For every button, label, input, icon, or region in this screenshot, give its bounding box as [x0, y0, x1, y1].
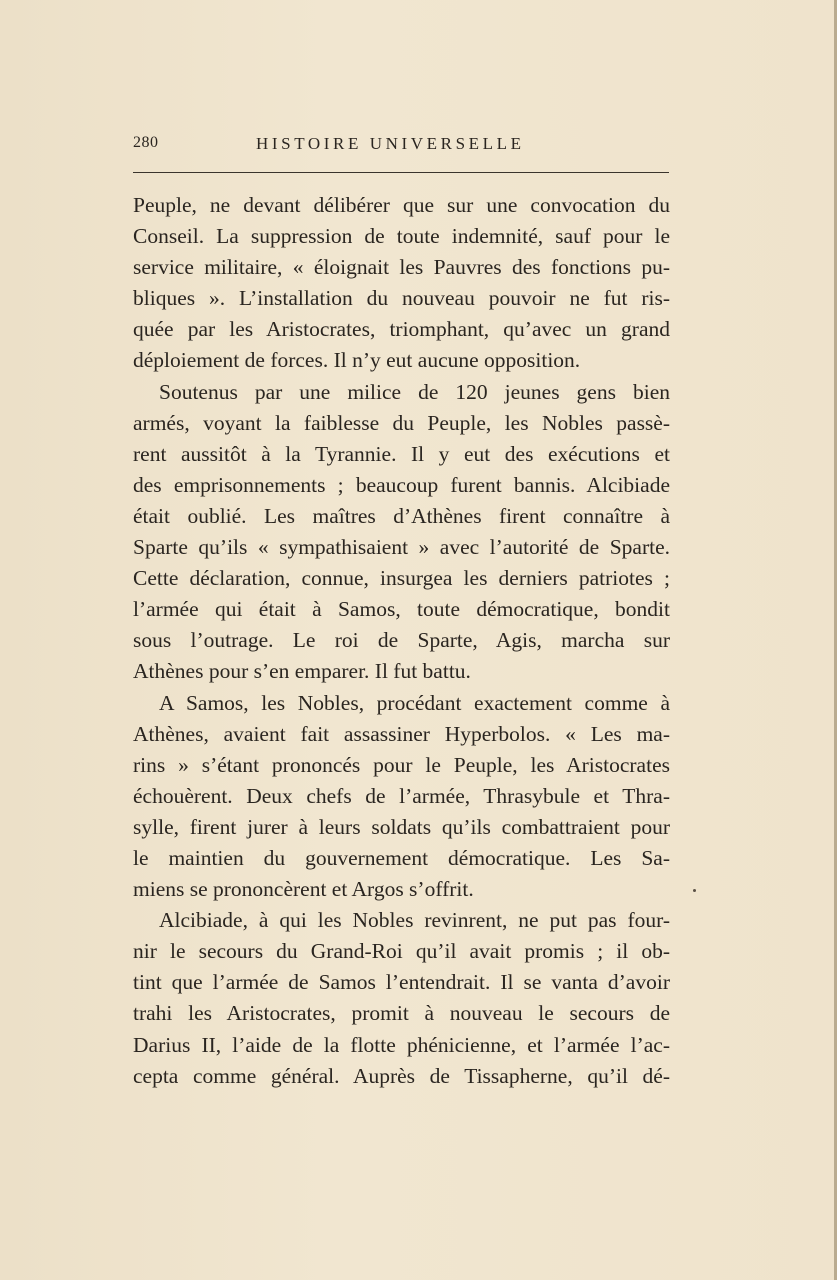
body-text — [133, 190, 670, 1092]
text-line: échouèrent. Deux chefs de l’armée, Thrasybule et Thra- — [133, 783, 670, 808]
text-line: l’armée qui était à Samos, toute démocratique, bondit — [133, 597, 670, 622]
running-title: HISTOIRE UNIVERSELLE — [256, 134, 525, 153]
text-line: Alcibiade, à qui les Nobles revinrent, ne put pas four- — [159, 908, 670, 933]
text-line: bliques ». L’installation du nouveau pouvoir ne fut ris- — [133, 286, 670, 311]
text-line: armés, voyant la faiblesse du Peuple, les Nobles passè- — [133, 410, 670, 435]
running-head — [133, 134, 669, 160]
page-number: 280 — [133, 134, 159, 151]
text-line: des emprisonnements ; beaucoup furent bannis. Alcibiade — [133, 472, 670, 497]
text-line: Athènes, avaient fait assassiner Hyperbolos. « Les ma- — [133, 721, 670, 746]
text-line: déploiement de forces. Il n’y eut aucune opposition. — [133, 348, 581, 373]
paper-speck — [693, 889, 696, 892]
text-line: Peuple, ne devant délibérer que sur une convocation du — [133, 193, 670, 217]
text-line: trahi les Aristocrates, promit à nouveau le secours de — [133, 1001, 670, 1026]
text-line: nir le secours du Grand-Roi qu’il avait promis ; il ob- — [133, 939, 670, 964]
text-line: rins » s’étant prononcés pour le Peuple, les Aristocrates — [133, 752, 670, 777]
text-line: sous l’outrage. Le roi de Sparte, Agis, marcha sur — [133, 628, 670, 653]
text-line: A Samos, les Nobles, procédant exactement comme à — [159, 690, 670, 715]
text-line: cepta comme général. Auprès de Tissapherne, qu’il dé- — [133, 1063, 670, 1088]
text-line: miens se prononcèrent et Argos s’offrit. — [133, 877, 474, 902]
text-line: Sparte qu’ils « sympathisaient » avec l’autorité de Sparte. — [133, 535, 670, 560]
text-line: Conseil. La suppression de toute indemnité, sauf pour le — [133, 224, 670, 249]
text-line: Cette déclaration, connue, insurgea les derniers patriotes ; — [133, 566, 670, 591]
text-line: était oublié. Les maîtres d’Athènes firent connaître à — [133, 503, 670, 528]
header-rule — [133, 172, 669, 173]
text-line: rent aussitôt à la Tyrannie. Il y eut des exécutions et — [133, 441, 670, 466]
text-line: quée par les Aristocrates, triomphant, qu’avec un grand — [133, 317, 670, 342]
text-line: Soutenus par une milice de 120 jeunes gens bien — [159, 379, 670, 404]
text-line: tint que l’armée de Samos l’entendrait. Il se vanta d’avoir — [133, 970, 670, 995]
text-line: Darius II, l’aide de la flotte phénicienne, et l’armée l’ac- — [133, 1032, 670, 1057]
text-line: le maintien du gouvernement démocratique. Les Sa- — [133, 845, 670, 870]
text-line: service militaire, « éloignait les Pauvres des fonctions pu- — [133, 255, 670, 280]
text-line: sylle, firent jurer à leurs soldats qu’ils combattraient pour — [133, 814, 670, 839]
text-line: Athènes pour s’en emparer. Il fut battu. — [133, 659, 471, 684]
